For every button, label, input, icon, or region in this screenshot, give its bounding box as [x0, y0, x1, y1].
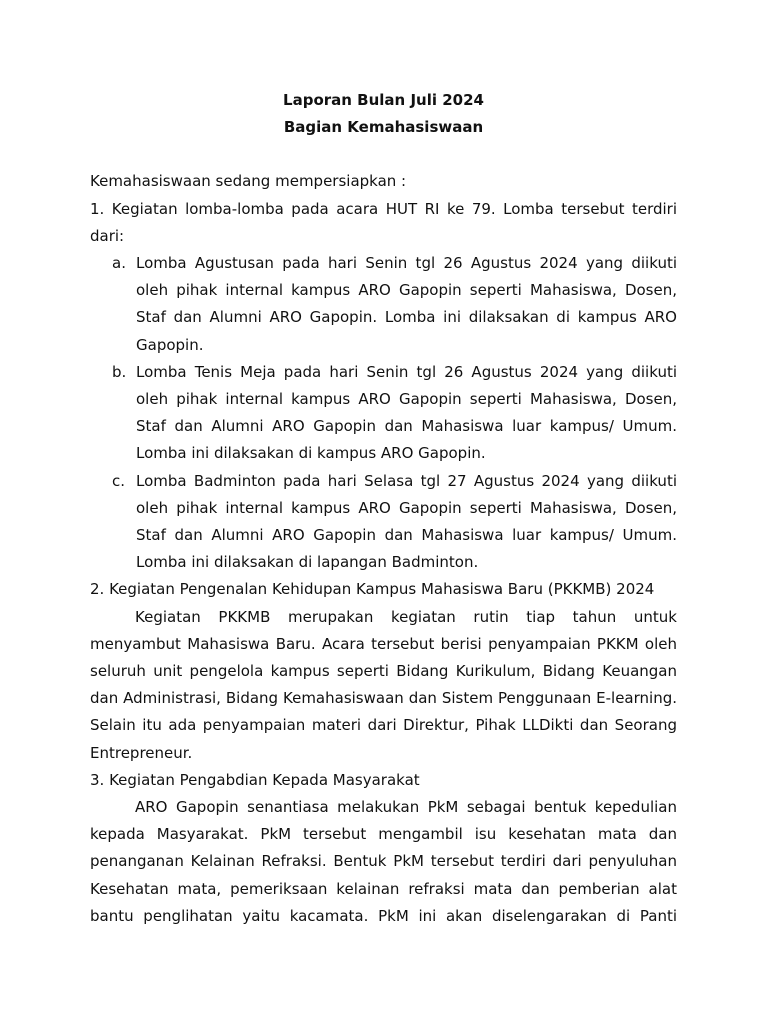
item-3-body: ARO Gapopin senantiasa melakukan PkM sebagai bentuk kepedulian kepada Masyarakat. PkM tersebut mengambil isu kesehatan mata dan penanganan Kelainan Refraksi. Bentuk PkM tersebut terdiri dari penyuluhan Kesehatan mata, pemeriksaan kelainan refraksi mata dan pemberian alat bantu penglihatan yaitu kacamata. PkM ini akan diselengarakan di Panti — [90, 798, 677, 925]
list-item — [90, 359, 677, 468]
list-item-text: Lomba Badminton pada hari Selasa tgl 27 Agustus 2024 yang diikuti oleh pihak internal kampus ARO Gapopin seperti Mahasiswa, Dosen, Staf dan Alumni ARO Gapopin dan Mahasiswa luar kampus/ Umum. Lomba ini dilaksakan di lapangan Badminton. — [136, 471, 677, 572]
document-page — [90, 87, 677, 930]
item-1-sublist — [90, 250, 677, 576]
spacer — [90, 141, 677, 168]
item-2-heading: 2. Kegiatan Pengenalan Kehidupan Kampus Mahasiswa Baru (PKKMB) 2024 — [90, 580, 655, 599]
item-1-heading: 1. Kegiatan lomba-lomba pada acara HUT RI ke 79. Lomba tersebut terdiri dari: — [90, 199, 677, 245]
list-item — [90, 468, 677, 577]
list-marker: b. — [112, 362, 127, 381]
list-marker: c. — [112, 471, 126, 490]
list-item-text: Lomba Tenis Meja pada hari Senin tgl 26 Agustus 2024 yang diikuti oleh pihak internal kampus ARO Gapopin seperti Mahasiswa, Dosen, Staf dan Alumni ARO Gapopin dan Mahasiswa luar kampus/ Umum. Lomba ini dilaksakan di kampus ARO Gapopin. — [136, 362, 677, 463]
report-title: Laporan Bulan Juli 2024 — [283, 91, 484, 109]
list-item — [90, 250, 677, 359]
item-2-body: Kegiatan PKKMB merupakan kegiatan rutin tiap tahun untuk menyambut Mahasiswa Baru. Acara tersebut berisi penyampaian PKKM oleh seluruh unit pengelola kampus seperti Bidang Kurikulum, Bidang Keuangan dan Administrasi, Bidang Kemahasiswaan dan Sistem Penggunaan E-learning. Selain itu ada penyampaian materi dari Direktur, Pihak LLDikti dan Seorang Entrepreneur. — [90, 607, 677, 762]
intro-text: Kemahasiswaan sedang mempersiapkan : — [90, 172, 407, 191]
report-subtitle: Bagian Kemahasiswaan — [283, 118, 484, 137]
list-item-text: Lomba Agustusan pada hari Senin tgl 26 Agustus 2024 yang diikuti oleh pihak internal kampus ARO Gapopin seperti Mahasiswa, Dosen, Staf dan Alumni ARO Gapopin. Lomba ini dilaksakan di kampus ARO Gapopin. — [136, 254, 677, 354]
list-marker: a. — [112, 254, 126, 273]
item-3-heading: 3. Kegiatan Pengabdian Kepada Masyarakat — [90, 770, 420, 789]
